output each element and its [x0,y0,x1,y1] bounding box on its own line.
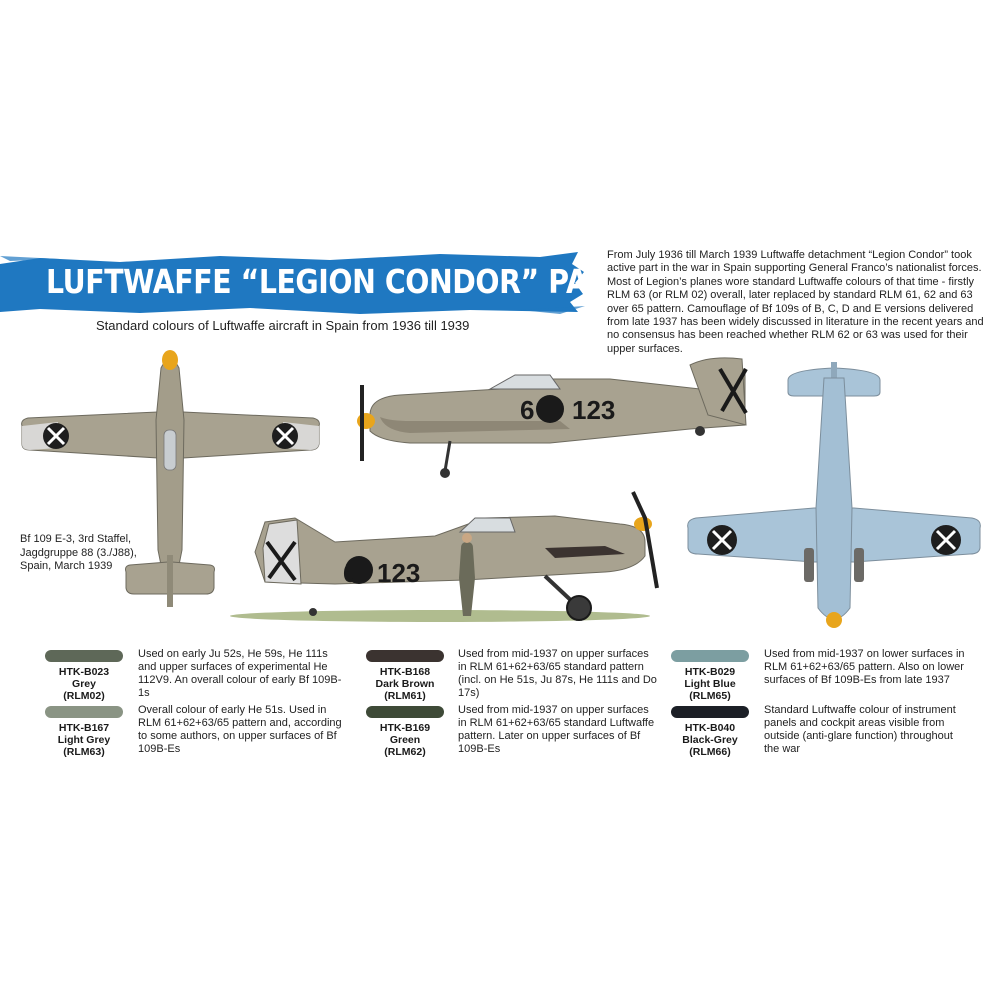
paint-rlm: (RLM62) [384,746,426,758]
paint-htk-b169 [355,706,455,758]
paint-htk-b023 [34,650,134,702]
paint-description: Used from mid-1937 on upper surfaces in RLM 61+62+63/65 standard pattern (incl. on He 51s, Ju 87s, He 111s and Do 17s) [458,648,657,699]
paint-rlm: (RLM02) [63,690,105,702]
paint-code: HTK-B167 [58,722,110,734]
paint-name: Light Grey [57,734,111,746]
paint-name: Light Blue [684,678,736,690]
paint-htk-b167 [34,706,134,758]
paint-code: HTK-B168 [379,666,431,678]
paint-name: Grey [72,678,96,690]
side-marking-number-1: 6 [520,395,535,425]
paint-description: Standard Luftwaffe colour of instrument panels and cockpit areas visible from outside (anti-glare function) throughout the war [764,704,956,755]
paint-swatch [366,706,444,718]
paint-name: Black-Grey [682,734,738,746]
paint-description: Used on early Ju 52s, He 59s, He 111s and upper surfaces of experimental He 112V9. An overall colour of early Bf 109B-1s [138,648,342,699]
aircraft-caption: Bf 109 E-3, 3rd Staffel, Jagdgruppe 88 (3./J88), Spain, March 1939 [20,533,137,572]
side-view-aircraft-lower [225,488,670,628]
paint-name: Dark Brown [375,678,435,690]
paint-rlm: (RLM63) [63,746,105,758]
svg-text:123: 123 [377,558,421,588]
page-subtitle: Standard colours of Luftwaffe aircraft in Spain from 1936 till 1939 [96,318,470,333]
intro-text: From July 1936 till March 1939 Luftwaffe detachment “Legion Condor” took active part in the war in Spain supporting General Franco’s nationalist forces. Most of Legion’s planes wore standard Luftwaffe colours of that time - firstly RLM 63 (or RLM 02) overall, later replaced by standard RLM 61, 62 and 63 over 65 pattern. Camouflage of Bf 109s of B, C, D and E versions delivered from late 1937 has been widely discussed in literature in the recent years and no consensus has been reached whether RLM 62 or 63 was used for their upper surfaces. [607,249,984,355]
paint-swatch [366,650,444,662]
paint-rlm: (RLM66) [689,746,731,758]
paint-code: HTK-B023 [58,666,110,678]
paint-code: HTK-B029 [684,666,736,678]
paint-code: HTK-B169 [379,722,431,734]
paint-swatch [671,706,749,718]
paint-description: Used from mid-1937 on lower surfaces in RLM 61+62+63/65 pattern. Also on lower surfaces of Bf 109B-Es from late 1937 [764,648,965,686]
paint-swatch [45,706,123,718]
paint-rlm: (RLM61) [384,690,426,702]
paint-name: Green [389,734,421,746]
paint-htk-b040 [660,706,760,758]
paint-description: Used from mid-1937 on upper surfaces in RLM 61+62+63/65 standard Luftwaffe pattern. Later on upper surfaces of Bf 109B-Es [458,704,655,755]
paint-rlm: (RLM65) [689,690,731,702]
paint-code: HTK-B040 [684,722,736,734]
svg-text:6: 6 [343,558,358,588]
paint-swatch [45,650,123,662]
paint-swatch [671,650,749,662]
paint-htk-b168 [355,650,455,702]
paint-htk-b029 [660,650,760,702]
page-title: LUFTWAFFE “LEGION CONDOR” PAINT SET [46,262,708,301]
paint-description: Overall colour of early He 51s. Used in RLM 61+62+63/65 pattern and, according to some authors, on upper surfaces of Bf 109B-Es [138,704,342,755]
bottom-view-aircraft [684,358,984,630]
side-marking-number-2: 123 [572,395,616,425]
